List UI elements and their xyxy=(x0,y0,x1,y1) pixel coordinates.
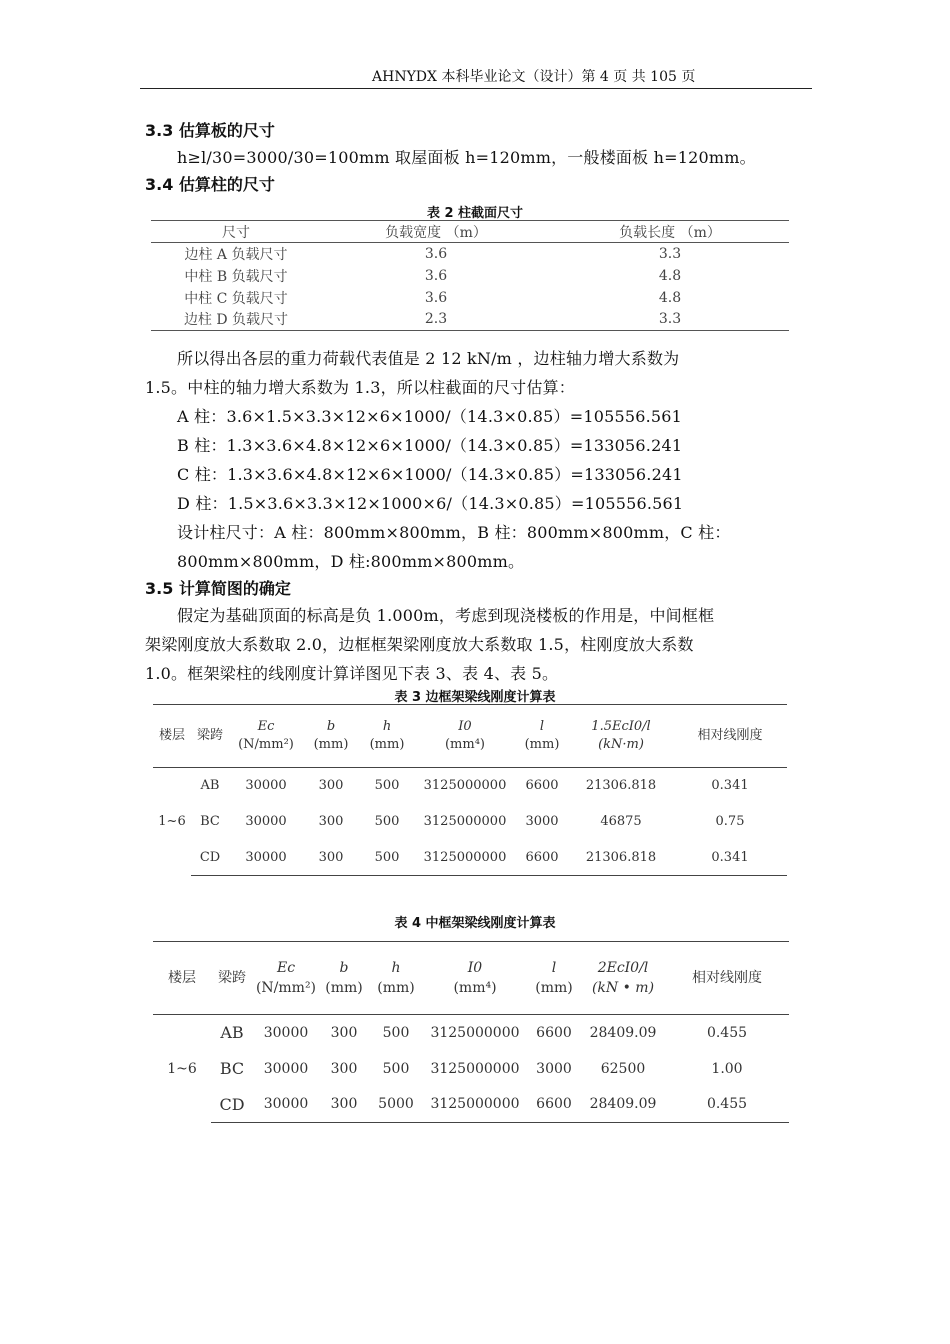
header-cell: 相对线刚度 xyxy=(673,705,787,768)
table-row xyxy=(153,1015,789,1051)
table-cell: 500 xyxy=(359,840,415,876)
header-cell: h (mm) xyxy=(369,942,423,1015)
table-row xyxy=(151,265,789,287)
header-cell: l (mm) xyxy=(527,942,581,1015)
header-cell: Ec (N/mm²) xyxy=(229,705,303,768)
header-cell: 1.5EcI0/l (kN·m) xyxy=(569,705,673,768)
header-cell: b (mm) xyxy=(303,705,359,768)
table-cell: 中柱 B 负载尺寸 xyxy=(184,268,288,285)
table-cell: 300 xyxy=(303,840,359,876)
table-row xyxy=(153,768,787,804)
para1-line2: 1.5。中柱的轴力增大系数为 1.3，所以柱截面的尺寸估算： xyxy=(145,378,575,397)
table-row xyxy=(153,1051,789,1087)
table-cell: 300 xyxy=(319,1087,369,1123)
table-cell: 30000 xyxy=(263,1024,309,1041)
table-cell: 3125000000 xyxy=(415,840,515,876)
table-cell: 300 xyxy=(318,778,344,794)
table-header-row xyxy=(153,705,787,768)
table-cell: AB xyxy=(200,778,220,794)
para2-line3: 1.0。框架梁柱的线刚度计算详图见下表 3、表 4、表 5。 xyxy=(145,664,559,683)
header-cell: 尺寸 xyxy=(151,221,321,243)
table-cell: 62500 xyxy=(600,1060,646,1077)
table-row xyxy=(151,287,789,309)
table-cell: 6600 xyxy=(525,778,559,794)
table-row xyxy=(151,243,789,265)
table-cell: 21306.818 xyxy=(569,840,673,876)
column-d-calc: D 柱：1.5×3.6×3.3×12×1000×6/（14.3×0.85）=105556.561 xyxy=(177,494,684,513)
design-size-line1: 设计柱尺寸：A 柱：800mm×800mm，B 柱：800mm×800mm，C 柱： xyxy=(177,523,731,542)
table-cell: 500 xyxy=(382,1024,410,1041)
floor-range-cell: 1~6 xyxy=(167,1060,197,1077)
table-cell: 0.455 xyxy=(706,1024,748,1041)
table-header-row xyxy=(153,942,789,1015)
header-cell: 梁跨 xyxy=(211,942,253,1015)
table-cell: 4.8 xyxy=(658,289,682,306)
table-cell: 300 xyxy=(318,814,344,829)
section-3-5-heading: 3.5 计算简图的确定 xyxy=(145,579,291,598)
header-cell: l (mm) xyxy=(515,705,569,768)
table-cell: 30000 xyxy=(245,778,287,794)
para1-line1: 所以得出各层的重力荷载代表值是 2 12 kN/m ，边柱轴力增大系数为 xyxy=(177,349,680,368)
table-cell: 边柱 A 负载尺寸 xyxy=(184,246,288,263)
column-c-calc: C 柱：1.3×3.6×4.8×12×6×1000/（14.3×0.85）=133056.241 xyxy=(177,465,683,484)
header-cell: 楼层 xyxy=(153,705,191,768)
header-cell: 楼层 xyxy=(153,942,211,1015)
table-cell: 0.341 xyxy=(673,840,787,876)
table-cell: 5000 xyxy=(369,1087,423,1123)
table-cell: 30000 xyxy=(229,840,303,876)
table-cell: CD xyxy=(211,1087,253,1123)
table-row xyxy=(153,1087,789,1123)
table-cell: 3125000000 xyxy=(423,778,507,794)
edge-frame-beam-table xyxy=(153,704,787,876)
table4-caption: 表 4 中框架梁线刚度计算表 xyxy=(394,916,556,931)
table-cell: BC xyxy=(219,1059,245,1078)
table-cell: 30000 xyxy=(253,1087,319,1123)
header-cell: 负载长度 （m） xyxy=(551,221,789,243)
table-cell: 3.3 xyxy=(658,245,682,262)
table-cell: 500 xyxy=(374,778,400,794)
table-cell: 21306.818 xyxy=(585,778,657,794)
table-cell: CD xyxy=(191,840,229,876)
table-cell: 30000 xyxy=(263,1060,309,1077)
table-cell: 3.6 xyxy=(424,267,448,284)
header-cell: 梁跨 xyxy=(191,705,229,768)
header-cell: I0 (mm⁴) xyxy=(423,942,527,1015)
table-cell: 6600 xyxy=(527,1087,581,1123)
para2-line1: 假定为基础顶面的标高是负 1.000m，考虑到现浇楼板的作用是，中间框框 xyxy=(177,606,715,625)
table-cell: 0.455 xyxy=(665,1087,789,1123)
table-cell: 2.3 xyxy=(321,309,551,331)
table-cell: 3.6 xyxy=(424,245,448,262)
design-size-line2: 800mm×800mm，D 柱:800mm×800mm。 xyxy=(177,552,525,571)
table-cell: 300 xyxy=(330,1060,358,1077)
header-cell: 相对线刚度 xyxy=(665,942,789,1015)
table-cell: 0.341 xyxy=(711,778,749,794)
header-cell: h (mm) xyxy=(359,705,415,768)
table-cell: 300 xyxy=(330,1024,358,1041)
header-text: AHNYDX 本科毕业论文（设计）第 4 页 共 105 页 xyxy=(372,69,696,85)
table-cell: AB xyxy=(220,1023,244,1043)
section-3-4-heading: 3.4 估算柱的尺寸 xyxy=(145,175,275,194)
header-cell: b (mm) xyxy=(319,942,369,1015)
table-cell: 3.3 xyxy=(551,309,789,331)
table-cell: 500 xyxy=(374,814,400,829)
table-cell: 3125000000 xyxy=(430,1024,520,1041)
table-row xyxy=(153,804,787,840)
table-cell: 28409.09 xyxy=(581,1087,665,1123)
table-cell: BC xyxy=(200,814,220,829)
header-cell: I0 (mm⁴) xyxy=(415,705,515,768)
table2-caption: 表 2 柱截面尺寸 xyxy=(426,206,524,221)
table-cell: 3125000000 xyxy=(423,1087,527,1123)
table-cell: 46875 xyxy=(600,814,642,829)
column-section-table xyxy=(151,220,789,331)
header-cell: 负载宽度 （m） xyxy=(321,221,551,243)
section-3-3-heading: 3.3 估算板的尺寸 xyxy=(145,121,275,140)
table-row xyxy=(153,840,787,876)
column-a-calc: A 柱：3.6×1.5×3.3×12×6×1000/（14.3×0.85）=105556.561 xyxy=(177,407,683,426)
table-cell: 28409.09 xyxy=(589,1024,657,1041)
para2-line2: 架梁刚度放大系数取 2.0，边框框架梁刚度放大系数取 1.5，柱刚度放大系数 xyxy=(145,635,694,654)
table-cell: 4.8 xyxy=(658,267,682,284)
column-b-calc: B 柱：1.3×3.6×4.8×12×6×1000/（14.3×0.85）=133056.241 xyxy=(177,436,683,455)
table-cell: 6600 xyxy=(515,840,569,876)
table-cell: 3125000000 xyxy=(430,1060,520,1077)
header-cell: 2EcI0/l (kN • m) xyxy=(581,942,665,1015)
table-cell: 边柱 D 负载尺寸 xyxy=(151,309,321,331)
table-cell: 6600 xyxy=(536,1024,572,1041)
table-cell: 30000 xyxy=(245,814,287,829)
table-cell: 3.6 xyxy=(424,289,448,306)
table-cell: 3000 xyxy=(525,814,559,829)
table-header-row xyxy=(151,221,789,243)
header-cell: Ec (N/mm²) xyxy=(253,942,319,1015)
page-header xyxy=(140,66,812,89)
floor-range-cell: 1~6 xyxy=(158,814,186,830)
table-cell: 3125000000 xyxy=(423,814,507,829)
table-cell: 3000 xyxy=(536,1060,572,1077)
table3-caption: 表 3 边框架梁线刚度计算表 xyxy=(394,690,556,705)
table-cell: 1.00 xyxy=(711,1060,743,1077)
table-cell: 0.75 xyxy=(715,814,745,829)
table-row xyxy=(151,309,789,331)
middle-frame-beam-table xyxy=(153,941,789,1123)
table-cell: 中柱 C 负载尺寸 xyxy=(184,290,288,307)
table-cell: 500 xyxy=(382,1060,410,1077)
slab-estimate-text: h≥l/30=3000/30=100mm 取屋面板 h=120mm，一般楼面板 h=120mm。 xyxy=(177,148,756,167)
